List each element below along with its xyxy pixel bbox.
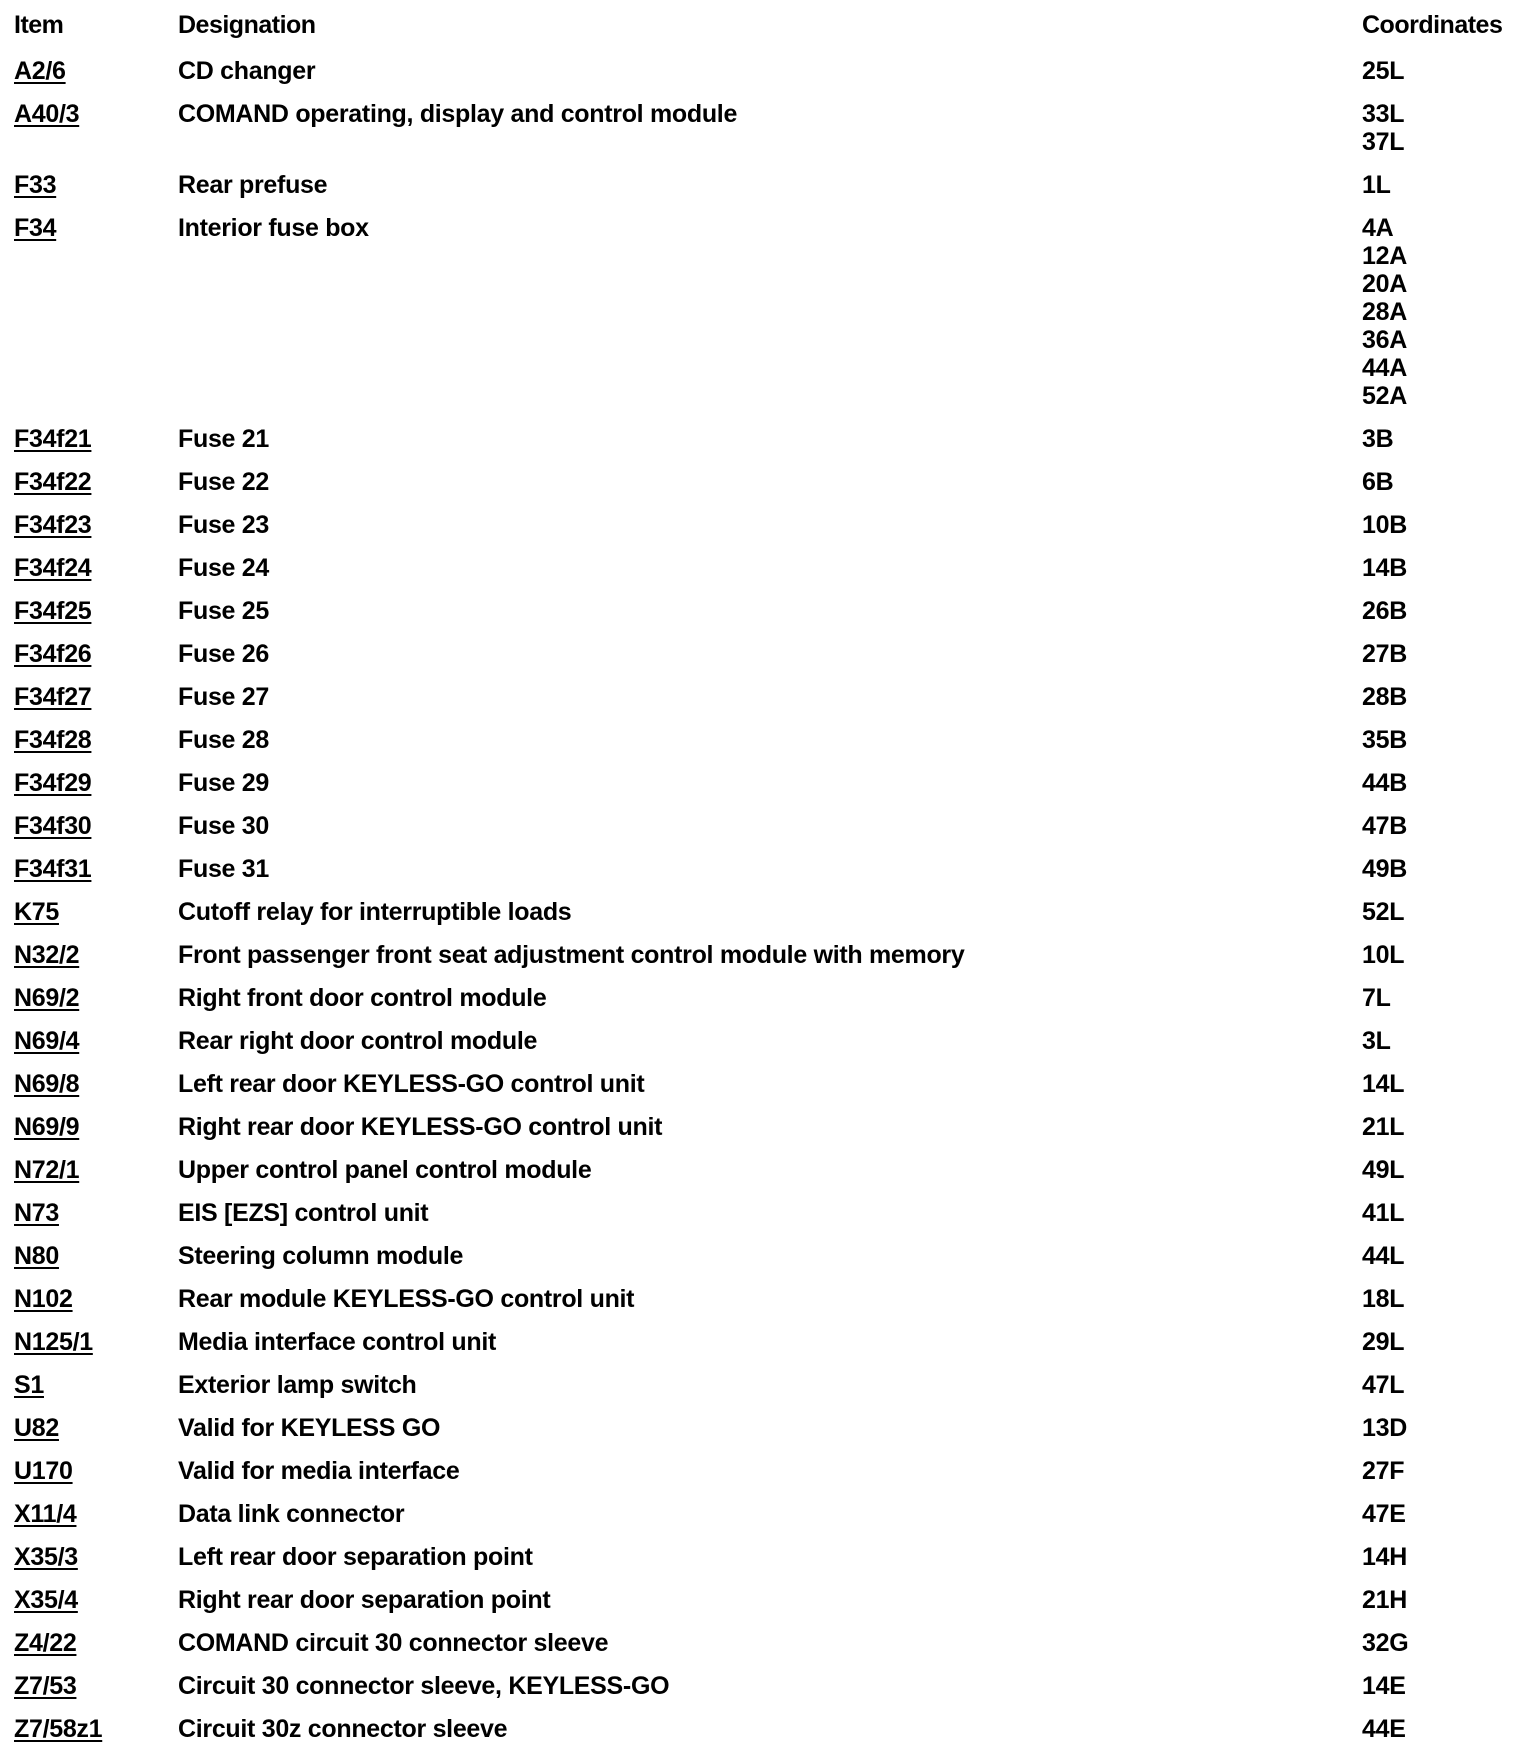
coordinates-text: 47E <box>1362 1500 1406 1528</box>
item-link[interactable]: N69/8 <box>14 1070 80 1098</box>
designation-text: Fuse 22 <box>178 468 270 496</box>
coordinates-text: 21L <box>1362 1113 1405 1141</box>
item-link[interactable]: K75 <box>14 898 59 926</box>
designation-text: COMAND operating, display and control module <box>178 100 738 128</box>
coordinates-text: 32G <box>1362 1629 1409 1657</box>
coordinates-text: 47B <box>1362 812 1407 840</box>
item-link[interactable]: N69/9 <box>14 1113 80 1141</box>
coordinates-text: 28B <box>1362 683 1407 711</box>
item-link[interactable]: F33 <box>14 171 57 199</box>
item-link[interactable]: F34 <box>14 214 57 242</box>
item-link[interactable]: A2/6 <box>14 57 66 85</box>
coordinates-text: 14L <box>1362 1070 1405 1098</box>
coordinates-text: 14E <box>1362 1672 1406 1700</box>
coordinates-text: 44B <box>1362 769 1407 797</box>
coordinates-text: 10B <box>1362 511 1407 539</box>
item-link[interactable]: N72/1 <box>14 1156 80 1184</box>
designation-text: Right front door control module <box>178 984 547 1012</box>
item-link[interactable]: N102 <box>14 1285 73 1313</box>
item-link[interactable]: Z7/53 <box>14 1672 77 1700</box>
coordinates-text: 44L <box>1362 1242 1405 1270</box>
designation-text: Media interface control unit <box>178 1328 497 1356</box>
item-link[interactable]: N69/2 <box>14 984 80 1012</box>
designation-text: Data link connector <box>178 1500 405 1528</box>
coordinates-text: 6B <box>1362 468 1394 496</box>
designation-text: Front passenger front seat adjustment control module with memory <box>178 941 965 969</box>
designation-text: EIS [EZS] control unit <box>178 1199 429 1227</box>
coordinates-text: 21H <box>1362 1586 1407 1614</box>
designation-text: Left rear door separation point <box>178 1543 533 1571</box>
coordinates-text: 3L <box>1362 1027 1391 1055</box>
item-link[interactable]: F34f23 <box>14 511 92 539</box>
item-link[interactable]: X35/3 <box>14 1543 78 1571</box>
coordinates-text: 35B <box>1362 726 1407 754</box>
designation-text: Fuse 21 <box>178 425 270 453</box>
header-item: Item <box>14 11 64 39</box>
designation-text: Exterior lamp switch <box>178 1371 417 1399</box>
item-link[interactable]: Z7/58z1 <box>14 1715 103 1743</box>
item-link[interactable]: N80 <box>14 1242 59 1270</box>
coordinates-text: 27F <box>1362 1457 1405 1485</box>
item-link[interactable]: U170 <box>14 1457 73 1485</box>
designation-text: Left rear door KEYLESS-GO control unit <box>178 1070 645 1098</box>
item-link[interactable]: A40/3 <box>14 100 80 128</box>
designation-text: Fuse 25 <box>178 597 270 625</box>
item-link[interactable]: F34f22 <box>14 468 92 496</box>
coordinates-text: 4A 12A 20A 28A 36A 44A 52A <box>1362 214 1407 410</box>
designation-text: Rear module KEYLESS-GO control unit <box>178 1285 635 1313</box>
coordinates-text: 52L <box>1362 898 1405 926</box>
coordinates-text: 25L <box>1362 57 1405 85</box>
item-link[interactable]: F34f21 <box>14 425 92 453</box>
coordinates-text: 44E <box>1362 1715 1406 1743</box>
item-link[interactable]: F34f31 <box>14 855 92 883</box>
coordinates-text: 27B <box>1362 640 1407 668</box>
item-link[interactable]: S1 <box>14 1371 44 1399</box>
item-link[interactable]: Z4/22 <box>14 1629 77 1657</box>
designation-text: CD changer <box>178 57 316 85</box>
designation-text: Fuse 27 <box>178 683 270 711</box>
item-link[interactable]: X35/4 <box>14 1586 78 1614</box>
item-link[interactable]: U82 <box>14 1414 59 1442</box>
coordinates-text: 49B <box>1362 855 1407 883</box>
designation-text: Fuse 29 <box>178 769 270 797</box>
coordinates-text: 10L <box>1362 941 1405 969</box>
item-link[interactable]: F34f27 <box>14 683 92 711</box>
item-link[interactable]: F34f29 <box>14 769 92 797</box>
coordinates-text: 49L <box>1362 1156 1405 1184</box>
designation-text: Circuit 30 connector sleeve, KEYLESS-GO <box>178 1672 670 1700</box>
designation-text: COMAND circuit 30 connector sleeve <box>178 1629 609 1657</box>
item-link[interactable]: F34f24 <box>14 554 92 582</box>
designation-text: Fuse 28 <box>178 726 270 754</box>
coordinates-text: 33L 37L <box>1362 100 1405 156</box>
designation-text: Upper control panel control module <box>178 1156 592 1184</box>
designation-text: Cutoff relay for interruptible loads <box>178 898 572 926</box>
item-link[interactable]: N125/1 <box>14 1328 93 1356</box>
header-coordinates: Coordinates <box>1362 11 1503 39</box>
designation-text: Fuse 23 <box>178 511 270 539</box>
designation-text: Rear prefuse <box>178 171 328 199</box>
item-link[interactable]: N73 <box>14 1199 59 1227</box>
designation-text: Fuse 26 <box>178 640 270 668</box>
designation-text: Steering column module <box>178 1242 464 1270</box>
item-link[interactable]: X11/4 <box>14 1500 77 1528</box>
item-link[interactable]: F34f25 <box>14 597 92 625</box>
designation-text: Right rear door separation point <box>178 1586 551 1614</box>
coordinates-text: 1L <box>1362 171 1391 199</box>
designation-text: Fuse 30 <box>178 812 270 840</box>
coordinates-text: 14H <box>1362 1543 1407 1571</box>
item-link[interactable]: F34f30 <box>14 812 92 840</box>
coordinates-text: 26B <box>1362 597 1407 625</box>
coordinates-text: 41L <box>1362 1199 1405 1227</box>
header-designation: Designation <box>178 11 316 39</box>
coordinates-text: 47L <box>1362 1371 1405 1399</box>
coordinates-text: 18L <box>1362 1285 1405 1313</box>
item-link[interactable]: N32/2 <box>14 941 80 969</box>
item-link[interactable]: F34f26 <box>14 640 92 668</box>
designation-text: Fuse 31 <box>178 855 270 883</box>
designation-text: Fuse 24 <box>178 554 270 582</box>
coordinates-text: 14B <box>1362 554 1407 582</box>
designation-text: Right rear door KEYLESS-GO control unit <box>178 1113 663 1141</box>
coordinates-text: 29L <box>1362 1328 1405 1356</box>
coordinates-text: 13D <box>1362 1414 1407 1442</box>
designation-text: Rear right door control module <box>178 1027 538 1055</box>
designation-text: Valid for KEYLESS GO <box>178 1414 441 1442</box>
designation-text: Valid for media interface <box>178 1457 460 1485</box>
item-link[interactable]: F34f28 <box>14 726 92 754</box>
item-link[interactable]: N69/4 <box>14 1027 80 1055</box>
designation-text: Circuit 30z connector sleeve <box>178 1715 508 1743</box>
designation-text: Interior fuse box <box>178 214 369 242</box>
coordinates-text: 7L <box>1362 984 1391 1012</box>
coordinates-text: 3B <box>1362 425 1394 453</box>
